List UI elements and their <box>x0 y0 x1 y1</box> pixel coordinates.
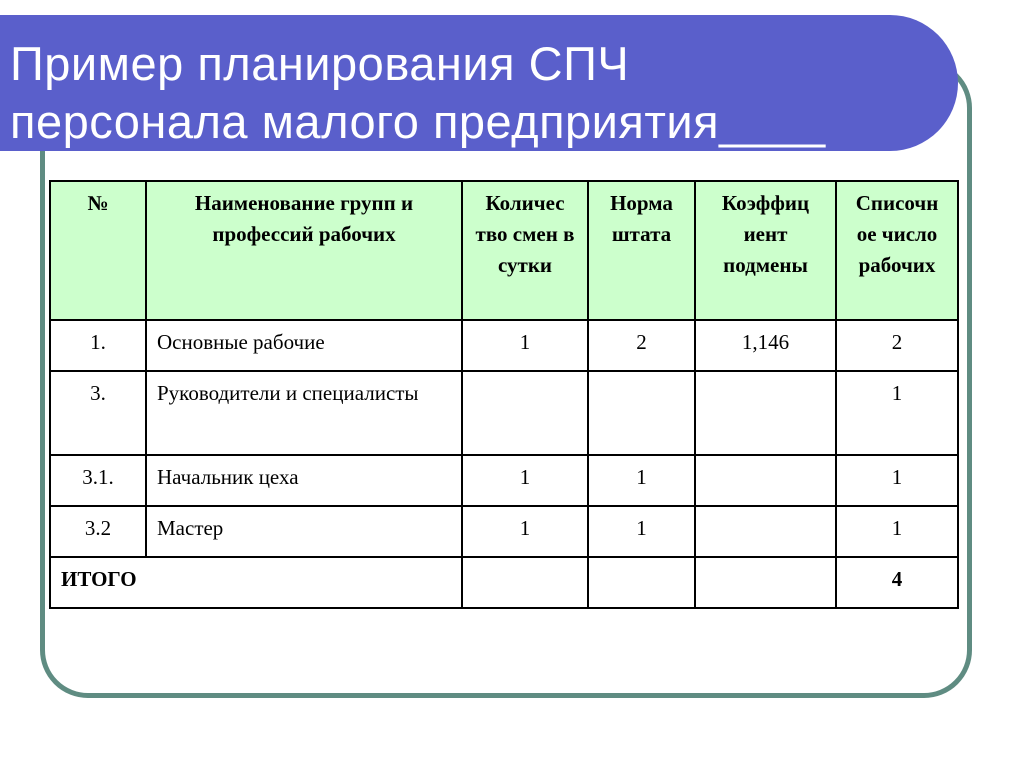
header-substitution-coef: Коэффиц иент подмены <box>695 181 836 320</box>
cell-staff-norm <box>588 371 695 455</box>
cell-substitution-coef <box>695 455 836 506</box>
title-line-2: персонала малого предприятия____ <box>10 95 826 148</box>
cell-number: 3.1. <box>50 455 146 506</box>
cell-substitution-coef <box>695 506 836 557</box>
cell-shifts: 1 <box>462 506 588 557</box>
cell-group-name: Основные рабочие <box>146 320 462 371</box>
cell-total-substitution-coef <box>695 557 836 608</box>
staff-planning-table <box>49 180 959 609</box>
cell-substitution-coef <box>695 371 836 455</box>
cell-number: 1. <box>50 320 146 371</box>
cell-headcount: 1 <box>836 371 958 455</box>
cell-group-name: Начальник цеха <box>146 455 462 506</box>
table-total-row <box>50 557 958 608</box>
cell-shifts: 1 <box>462 455 588 506</box>
header-number: № <box>50 181 146 320</box>
table-row <box>50 455 958 506</box>
cell-total-label: ИТОГО <box>50 557 462 608</box>
cell-headcount: 1 <box>836 455 958 506</box>
cell-total-staff-norm <box>588 557 695 608</box>
cell-staff-norm: 1 <box>588 455 695 506</box>
header-shifts: Количес тво смен в сутки <box>462 181 588 320</box>
table-header-row <box>50 181 958 320</box>
cell-number: 3. <box>50 371 146 455</box>
cell-staff-norm: 1 <box>588 506 695 557</box>
table-row <box>50 320 958 371</box>
title-line-1: Пример планирования СПЧ <box>10 37 630 90</box>
slide-title <box>10 35 826 151</box>
cell-substitution-coef: 1,146 <box>695 320 836 371</box>
cell-number: 3.2 <box>50 506 146 557</box>
table-row <box>50 506 958 557</box>
cell-headcount: 2 <box>836 320 958 371</box>
cell-headcount: 1 <box>836 506 958 557</box>
cell-group-name: Мастер <box>146 506 462 557</box>
title-banner <box>0 15 958 151</box>
cell-shifts: 1 <box>462 320 588 371</box>
table-row <box>50 371 958 455</box>
header-group-name: Наименование групп и профессий рабочих <box>146 181 462 320</box>
header-headcount: Списочн ое число рабочих <box>836 181 958 320</box>
cell-total-headcount: 4 <box>836 557 958 608</box>
cell-staff-norm: 2 <box>588 320 695 371</box>
header-staff-norm: Норма штата <box>588 181 695 320</box>
cell-group-name: Руководители и специалисты <box>146 371 462 455</box>
cell-total-shifts <box>462 557 588 608</box>
cell-shifts <box>462 371 588 455</box>
